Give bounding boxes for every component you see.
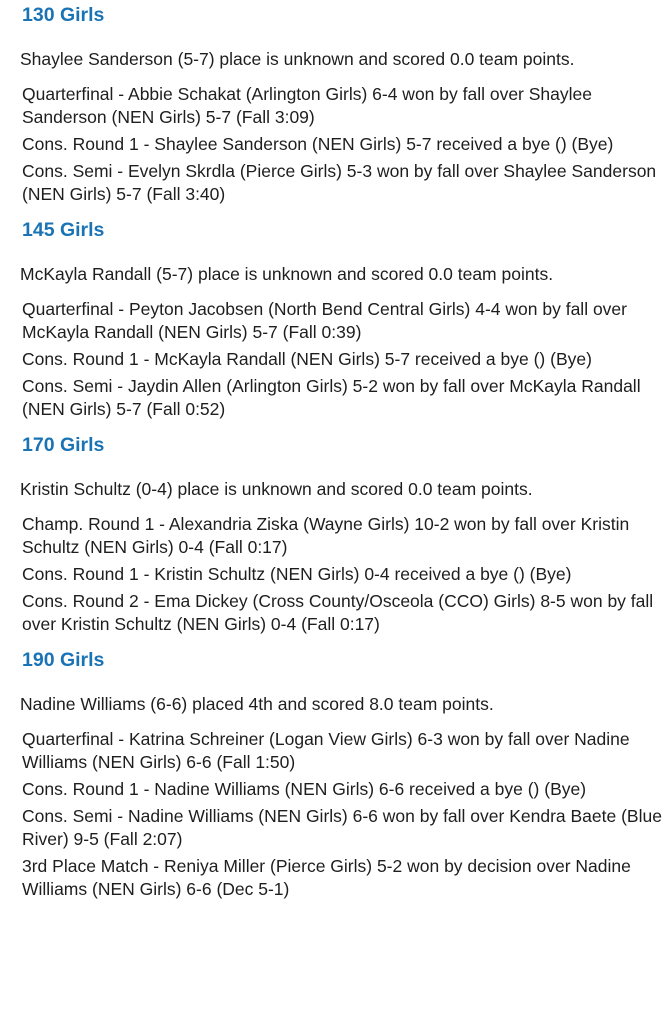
match-result: Quarterfinal - Katrina Schreiner (Logan View Girls) 6-3 won by fall over Nadine Williams (NEN Girls) 6-6 (Fall 1:50) bbox=[22, 729, 630, 772]
match-list bbox=[22, 513, 667, 636]
weight-class-section bbox=[22, 218, 667, 421]
weight-class-section bbox=[22, 648, 667, 901]
weight-class-section bbox=[22, 433, 667, 636]
weight-class-title: 190 Girls bbox=[22, 649, 105, 671]
match-result: Quarterfinal - Peyton Jacobsen (North Bend Central Girls) 4-4 won by fall over McKayla Randall (NEN Girls) 5-7 (Fall 0:39) bbox=[22, 299, 627, 342]
wrestler-summary: Shaylee Sanderson (5-7) place is unknown and scored 0.0 team points. bbox=[20, 49, 575, 69]
weight-class-title: 170 Girls bbox=[22, 434, 105, 456]
wrestler-summary: Kristin Schultz (0-4) place is unknown and scored 0.0 team points. bbox=[20, 479, 533, 499]
match-result: Cons. Round 1 - Nadine Williams (NEN Girls) 6-6 received a bye () (Bye) bbox=[22, 779, 587, 799]
match-result: Cons. Round 1 - Shaylee Sanderson (NEN Girls) 5-7 received a bye () (Bye) bbox=[22, 134, 614, 154]
match-result: 3rd Place Match - Reniya Miller (Pierce Girls) 5-2 won by decision over Nadine Williams (NEN Girls) 6-6 (Dec 5-1) bbox=[22, 856, 631, 899]
match-result: Quarterfinal - Abbie Schakat (Arlington Girls) 6-4 won by fall over Shaylee Sanderson (NEN Girls) 5-7 (Fall 3:09) bbox=[22, 84, 592, 127]
match-result: Cons. Semi - Nadine Williams (NEN Girls) 6-6 won by fall over Kendra Baete (Blue River) 9-5 (Fall 2:07) bbox=[22, 806, 662, 849]
match-result: Champ. Round 1 - Alexandria Ziska (Wayne Girls) 10-2 won by fall over Kristin Schultz (NEN Girls) 0-4 (Fall 0:17) bbox=[22, 514, 630, 557]
weight-class-section bbox=[22, 0, 667, 206]
weight-class-title: 145 Girls bbox=[22, 219, 105, 241]
wrestler-summary: McKayla Randall (5-7) place is unknown and scored 0.0 team points. bbox=[20, 264, 554, 284]
match-list bbox=[22, 83, 667, 206]
match-list bbox=[22, 728, 667, 901]
match-result: Cons. Semi - Evelyn Skrdla (Pierce Girls) 5-3 won by fall over Shaylee Sanderson (NEN Girls) 5-7 (Fall 3:40) bbox=[22, 161, 657, 204]
wrestler-summary: Nadine Williams (6-6) placed 4th and scored 8.0 team points. bbox=[20, 694, 494, 714]
weight-class-title: 130 Girls bbox=[22, 4, 105, 26]
match-result: Cons. Round 1 - McKayla Randall (NEN Girls) 5-7 received a bye () (Bye) bbox=[22, 349, 592, 369]
match-result: Cons. Round 2 - Ema Dickey (Cross County/Osceola (CCO) Girls) 8-5 won by fall over Kristin Schultz (NEN Girls) 0-4 (Fall 0:17) bbox=[22, 591, 654, 634]
match-list bbox=[22, 298, 667, 421]
match-result: Cons. Round 1 - Kristin Schultz (NEN Girls) 0-4 received a bye () (Bye) bbox=[22, 564, 572, 584]
match-result: Cons. Semi - Jaydin Allen (Arlington Girls) 5-2 won by fall over McKayla Randall (NEN Girls) 5-7 (Fall 0:52) bbox=[22, 376, 641, 419]
